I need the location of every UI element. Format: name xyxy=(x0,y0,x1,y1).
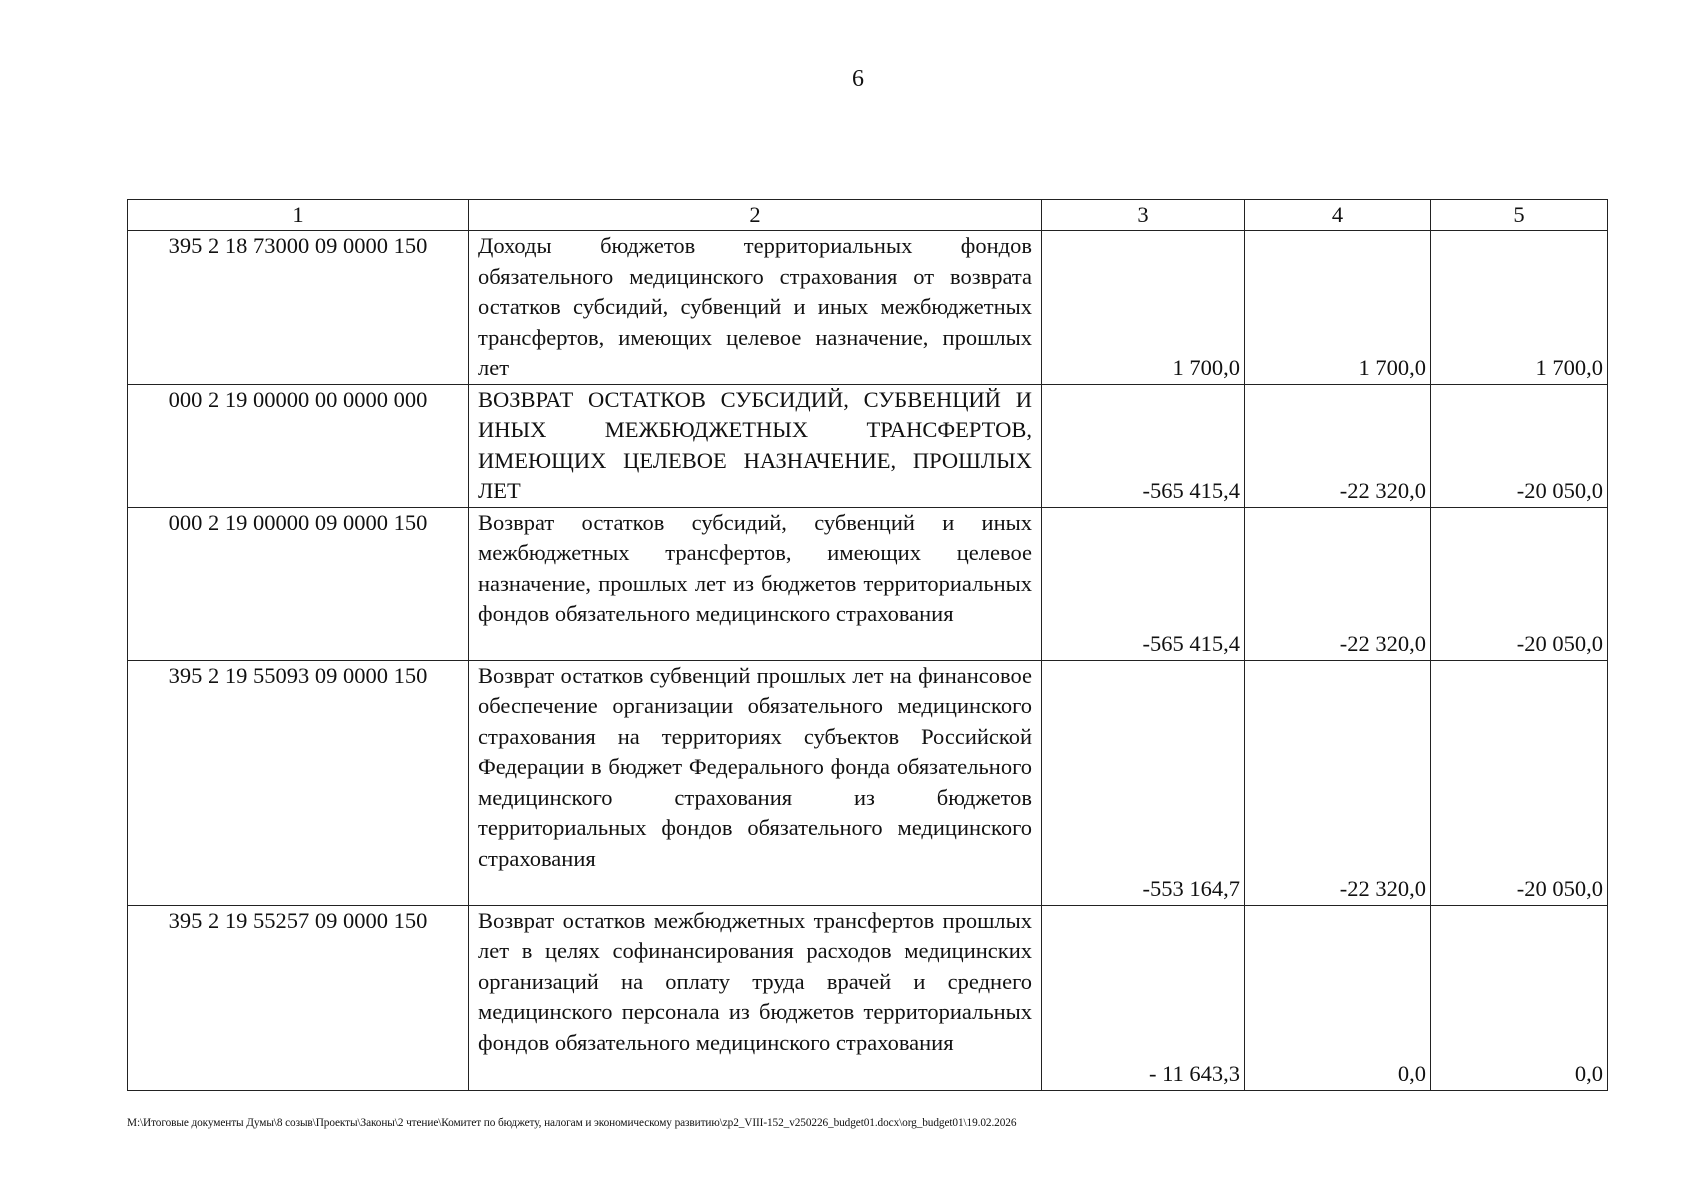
budget-code: 000 2 19 00000 00 0000 000 xyxy=(128,384,469,507)
value-col5: -20 050,0 xyxy=(1431,660,1608,905)
budget-code: 395 2 19 55257 09 0000 150 xyxy=(128,905,469,1090)
column-header: 3 xyxy=(1042,200,1245,231)
table-row xyxy=(128,905,1608,1090)
value-col3: - 11 643,3 xyxy=(1042,905,1245,1090)
value-col4: -22 320,0 xyxy=(1245,507,1431,660)
budget-table xyxy=(127,199,1608,1091)
table-header-row xyxy=(128,200,1608,231)
value-col4: -22 320,0 xyxy=(1245,660,1431,905)
budget-code: 395 2 19 55093 09 0000 150 xyxy=(128,660,469,905)
value-col5: -20 050,0 xyxy=(1431,507,1608,660)
value-col3: 1 700,0 xyxy=(1042,231,1245,385)
table-row xyxy=(128,231,1608,385)
footer-file-path: M:\Итоговые документы Думы\8 созыв\Проекты\Законы\2 чтение\Комитет по бюджету, налогам и экономическому развитию\zp2_VIII-152_v250226_budget01.docx\org_budget01\19.02.2026 xyxy=(127,1117,1017,1129)
budget-code: 395 2 18 73000 09 0000 150 xyxy=(128,231,469,385)
table-row xyxy=(128,660,1608,905)
value-col3: -553 164,7 xyxy=(1042,660,1245,905)
value-col3: -565 415,4 xyxy=(1042,507,1245,660)
value-col3: -565 415,4 xyxy=(1042,384,1245,507)
value-col4: -22 320,0 xyxy=(1245,384,1431,507)
page-number: 6 xyxy=(852,66,864,92)
value-col5: 0,0 xyxy=(1431,905,1608,1090)
table-row xyxy=(128,507,1608,660)
description: Доходы бюджетов территориальных фондов обязательного медицинского страхования от возврата остатков субсидий, субвенций и иных межбюджетных трансфертов, имеющих целевое назначение, прошлых лет xyxy=(469,231,1042,385)
description: ВОЗВРАТ ОСТАТКОВ СУБСИДИЙ, СУБВЕНЦИЙ И ИНЫХ МЕЖБЮДЖЕТНЫХ ТРАНСФЕРТОВ, ИМЕЮЩИХ ЦЕЛЕВОЕ НАЗНАЧЕНИЕ, ПРОШЛЫХ ЛЕТ xyxy=(469,384,1042,507)
column-header: 1 xyxy=(128,200,469,231)
column-header: 5 xyxy=(1431,200,1608,231)
column-header: 2 xyxy=(469,200,1042,231)
description: Возврат остатков межбюджетных трансфертов прошлых лет в целях софинансирования расходов медицинских организаций на оплату труда врачей и среднего медицинского персонала из бюджетов территориальных фондов обязательного медицинского страхования xyxy=(469,905,1042,1090)
column-header: 4 xyxy=(1245,200,1431,231)
table-row xyxy=(128,384,1608,507)
value-col4: 1 700,0 xyxy=(1245,231,1431,385)
value-col4: 0,0 xyxy=(1245,905,1431,1090)
value-col5: 1 700,0 xyxy=(1431,231,1608,385)
description: Возврат остатков субсидий, субвенций и иных межбюджетных трансфертов, имеющих целевое назначение, прошлых лет из бюджетов территориальных фондов обязательного медицинского страхования xyxy=(469,507,1042,660)
description: Возврат остатков субвенций прошлых лет на финансовое обеспечение организации обязательного медицинского страхования на территориях субъектов Российской Федерации в бюджет Федерального фонда обязательного медицинского страхования из бюджетов территориальных фондов обязательного медицинского страхования xyxy=(469,660,1042,905)
value-col5: -20 050,0 xyxy=(1431,384,1608,507)
budget-code: 000 2 19 00000 09 0000 150 xyxy=(128,507,469,660)
